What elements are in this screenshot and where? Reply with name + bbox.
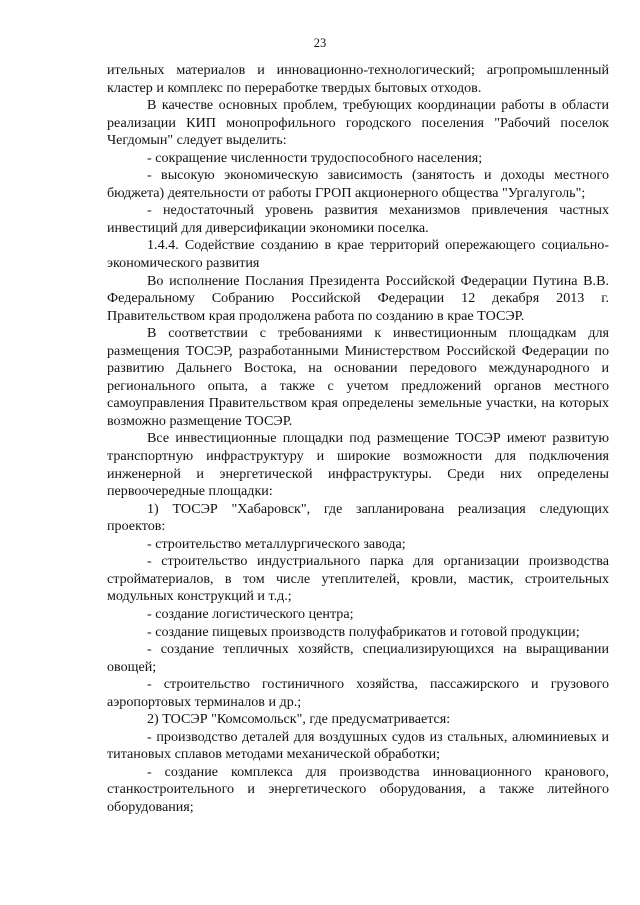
list-item: - создание тепличных хозяйств, специализирующихся на выращивании овощей; [107,641,609,675]
list-item: - строительство индустриального парка для организации производства стройматериалов, в том числе утеплителей, кровли, мастик, строительных модульных конструкций и т.д.; [107,553,609,605]
section-heading: 1.4.4. Содействие созданию в крае территорий опережающего социально-экономического развития [107,237,609,272]
document-body [107,62,609,817]
paragraph: Во исполнение Послания Президента Российской Федерации Путина В.В. Федеральному Собранию Российской Федерации 12 декабря 2013 г. Правительством края продолжена работа по созданию в крае ТОСЭР. [107,272,609,324]
list-item: - строительство гостиничного хозяйства, пассажирского и грузового аэропортовых терминалов и др.; [107,676,609,710]
paragraph: Все инвестиционные площадки под размещение ТОСЭР имеют развитую транспортную инфраструктуру и широкие возможности для подключения инженерной и энергетической инфраструктуры. Среди них определены первоочередные площадки: [107,430,609,500]
paragraph: 1) ТОСЭР "Хабаровск", где запланирована реализация следующих проектов: [107,500,609,535]
list-item: - производство деталей для воздушных судов из стальных, алюминиевых и титановых сплавов методами механической обработки; [107,728,609,763]
paragraph: В соответствии с требованиями к инвестиционным площадкам для размещения ТОСЭР, разработанными Министерством Российской Федерации по развитию Дальнего Востока, на основании передового международного и регионального опыта, а также с учетом предложений органов местного самоуправления Правительством края определены земельные участки, на которых возможно размещение ТОСЭР. [107,325,609,429]
list-item: - создание пищевых производств полуфабрикатов и готовой продукции; [147,623,580,640]
paragraph: В качестве основных проблем, требующих координации работы в области реализации КИП монопрофильного городского поселения "Рабочий поселок Чегдомын" следует выделить: [107,97,609,149]
list-item: - сокращение численности трудоспособного населения; [147,149,483,166]
list-item: - высокую экономическую зависимость (занятость и доходы местного бюджета) деятельности от работы ГРОП акционерного общества "Ургалуголь"; [107,167,609,201]
list-item: - создание логистического центра; [147,605,354,622]
list-item: - создание комплекса для производства инновационного кранового, станкостроительного и энергетического оборудования, а также литейного оборудования; [107,763,609,815]
paragraph: 2) ТОСЭР "Комсомольск", где предусматривается: [147,711,451,728]
paragraph: ительных материалов и инновационно-технологический; агропромышленный кластер и комплекс по переработке твердых бытовых отходов. [107,62,609,96]
list-item: - недостаточный уровень развития механизмов привлечения частных инвестиций для диверсификации экономики поселка. [107,202,609,236]
page-number: 23 [313,36,327,50]
list-item: - строительство металлургического завода; [147,535,406,552]
